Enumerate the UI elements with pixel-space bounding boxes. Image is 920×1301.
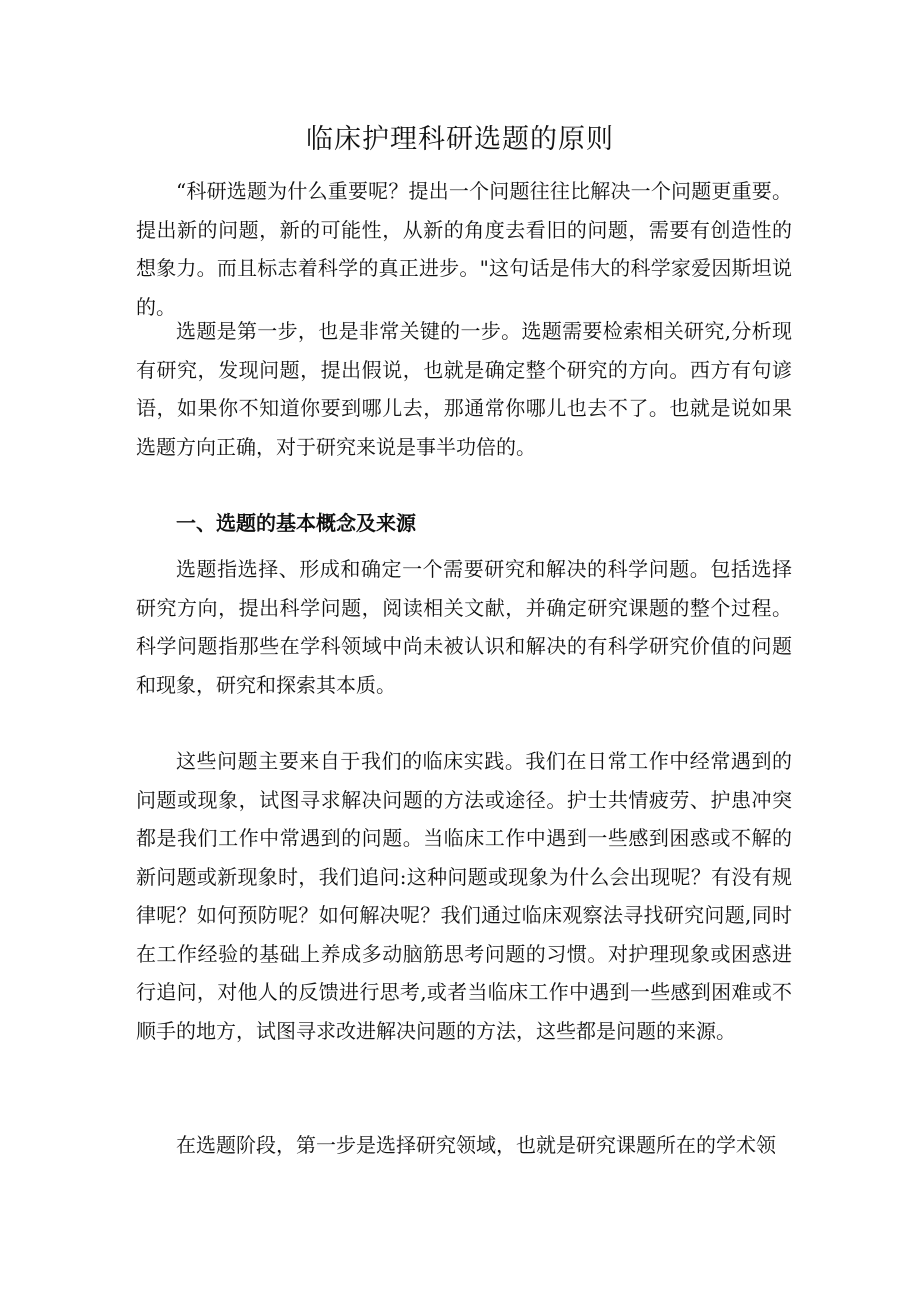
intro-paragraph-2: 选题是第一步，也是非常关键的一步。选题需要检索相关研究,分析现有研究，发现问题，提出假说，也就是确定整个研究的方向。西方有句谚语，如果你不知道你要到哪儿去，那通常你哪儿也去不了。也就是说如果选题方向正确，对于研究来说是事半功倍的。	[136, 319, 792, 459]
section-paragraph-1: 选题指选择、形成和确定一个需要研究和解决的科学问题。包括选择研究方向，提出科学问题，阅读相关文献，并确定研究课题的整个过程。科学问题指那些在学科领域中尚未被认识和解决的有科学研究价值的问题和现象，研究和探索其本质。	[136, 557, 792, 697]
intro-paragraph-1: “科研选题为什么重要呢？提出一个问题往往比解决一个问题更重要。提出新的问题，新的可能性，从新的角度去看旧的问题，需要有创造性的想象力。而且标志着科学的真正进步。"这句话是伟大的科学家爱因斯坦说的。	[136, 179, 792, 319]
section-heading: 一、选题的基本概念及来源	[176, 511, 416, 535]
section-paragraph-3: 在选题阶段，第一步是选择研究领域，也就是研究课题所在的学术领	[176, 1133, 776, 1157]
section-paragraph-2: 这些问题主要来自于我们的临床实践。我们在日常工作中经常遇到的问题或现象，试图寻求解决问题的方法或途径。护士共情疲劳、护患冲突都是我们工作中常遇到的问题。当临床工作中遇到一些感到困惑或不解的新问题或新现象时，我们追问:这种问题或现象为什么会出现呢？有没有规律呢？如何预防呢？如何解决呢？我们通过临床观察法寻找研究问题,同时在工作经验的基础上养成多动脑筋思考问题的习惯。对护理现象或困惑进行追问，对他人的反馈进行思考,或者当临床工作中遇到一些感到困难或不顺手的地方，试图寻求改进解决问题的方法，这些都是问题的来源。	[136, 749, 792, 1043]
document-title: 临床护理科研选题的原则	[306, 124, 614, 155]
